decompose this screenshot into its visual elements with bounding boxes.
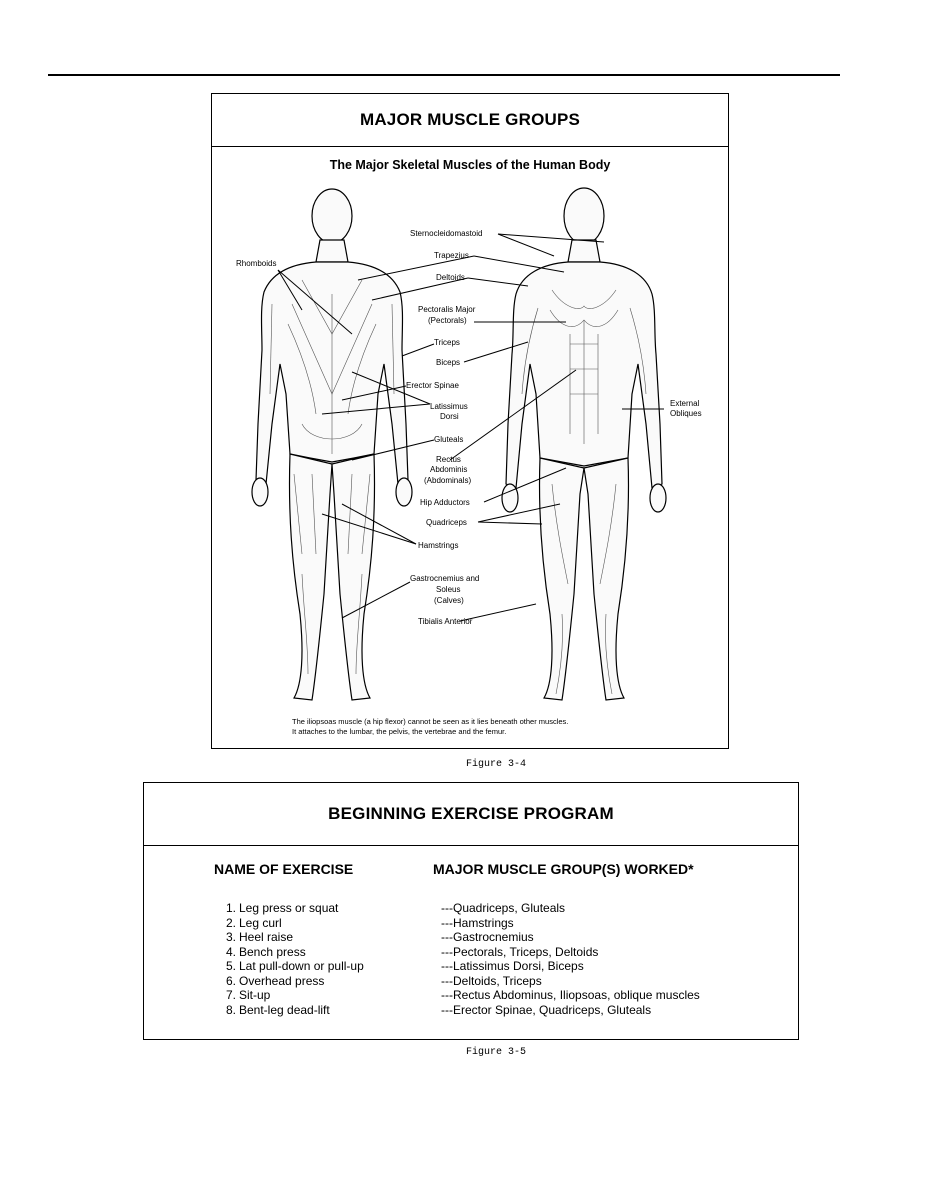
label-gluteals: Gluteals [434, 435, 464, 444]
label-rhomboids: Rhomboids [236, 259, 277, 268]
label-hip-adductors: Hip Adductors [420, 498, 470, 507]
anatomy-diagram [212, 94, 730, 750]
label-obliques: Obliques [670, 409, 702, 418]
label-triceps: Triceps [434, 338, 460, 347]
exercise-muscles: ---Quadriceps, Gluteals [441, 901, 566, 915]
top-rule [48, 74, 840, 76]
figure-3-4-caption: Figure 3-4 [466, 759, 527, 770]
muscle-groups-subtitle: The Major Skeletal Muscles of the Human Body [329, 158, 611, 172]
exercise-name: Leg press or squat [239, 901, 339, 915]
iliopsoas-note [292, 717, 568, 737]
exercise-name: Lat pull-down or pull-up [239, 959, 364, 973]
label-sternocleidomastoid: Sternocleidomastoid [410, 229, 483, 238]
exercise-name: Sit-up [239, 988, 271, 1002]
exercise-muscles: ---Gastrocnemius [441, 930, 534, 944]
exercise-muscles: ---Erector Spinae, Quadriceps, Gluteals [441, 1002, 652, 1017]
exercise-row [144, 901, 798, 916]
exercise-muscles: ---Rectus Abdominus, Iliopsoas, oblique muscles [441, 988, 700, 1002]
exercise-row [144, 930, 798, 945]
label-pectoralis: Pectoralis Major [418, 305, 476, 314]
label-hamstrings: Hamstrings [418, 541, 459, 550]
label-abdominals: (Abdominals) [424, 476, 472, 485]
label-dorsi: Dorsi [440, 412, 459, 421]
exercise-muscles: ---Pectorals, Triceps, Deltoids [441, 944, 599, 959]
label-soleus: Soleus [436, 585, 461, 594]
exercise-row [144, 916, 798, 931]
exercise-name: Overhead press [239, 973, 325, 988]
exercise-number: 6. [225, 973, 236, 988]
label-latissimus: Latissimus [430, 402, 468, 411]
exercise-name: Bench press [239, 944, 306, 959]
exercise-name: Bent-leg dead-lift [239, 1002, 330, 1017]
exercise-number: 1. [225, 901, 236, 915]
exercise-number: 3. [225, 930, 236, 944]
label-tibialis-anterior: Tibialis Anterior [418, 617, 473, 626]
exercise-row [144, 945, 798, 960]
exercise-muscles: ---Latissimus Dorsi, Biceps [441, 959, 584, 973]
column-header-exercise: NAME OF EXERCISE [214, 861, 354, 877]
label-biceps: Biceps [436, 358, 461, 367]
exercise-list [144, 901, 798, 1017]
label-calves: (Calves) [434, 596, 464, 605]
label-pectorals: (Pectorals) [428, 316, 467, 325]
exercise-number: 8. [225, 1002, 236, 1017]
exercise-number: 7. [225, 988, 236, 1002]
exercise-program-figure [143, 782, 799, 1040]
exercise-program-header [144, 783, 798, 846]
figure-3-5-caption: Figure 3-5 [466, 1047, 527, 1058]
exercise-row [144, 988, 798, 1003]
iliopsoas-note-line1: The iliopsoas muscle (a hip flexor) cannot be seen as it lies beneath other muscles. [292, 717, 569, 726]
label-abdominis: Abdominis [430, 465, 468, 474]
column-header-muscles: MAJOR MUSCLE GROUP(S) WORKED* [433, 861, 694, 877]
label-gastrocnemius: Gastrocnemius and [410, 574, 480, 583]
exercise-row [144, 1003, 798, 1018]
exercise-row [144, 959, 798, 974]
exercise-muscles: ---Deltoids, Triceps [441, 973, 542, 988]
exercise-number: 4. [225, 944, 236, 959]
label-trapezius: Trapezius [434, 251, 469, 260]
label-rectus: Rectus [436, 455, 461, 464]
label-deltoids: Deltoids [436, 273, 465, 282]
exercise-number: 2. [225, 915, 236, 930]
exercise-name: Leg curl [239, 915, 282, 930]
iliopsoas-note-line2: It attaches to the lumbar, the pelvis, the vertebrae and the femur. [292, 727, 507, 736]
label-external: External [670, 399, 700, 408]
exercise-program-title: BEGINNING EXERCISE PROGRAM [328, 804, 614, 823]
exercise-name: Heel raise [239, 930, 294, 944]
exercise-muscles: ---Hamstrings [441, 915, 514, 930]
muscle-groups-title: MAJOR MUSCLE GROUPS [359, 110, 581, 129]
muscle-groups-figure [211, 93, 729, 749]
label-quadriceps: Quadriceps [426, 518, 467, 527]
exercise-row [144, 974, 798, 989]
exercise-number: 5. [225, 959, 236, 973]
label-erector-spinae: Erector Spinae [406, 381, 459, 390]
